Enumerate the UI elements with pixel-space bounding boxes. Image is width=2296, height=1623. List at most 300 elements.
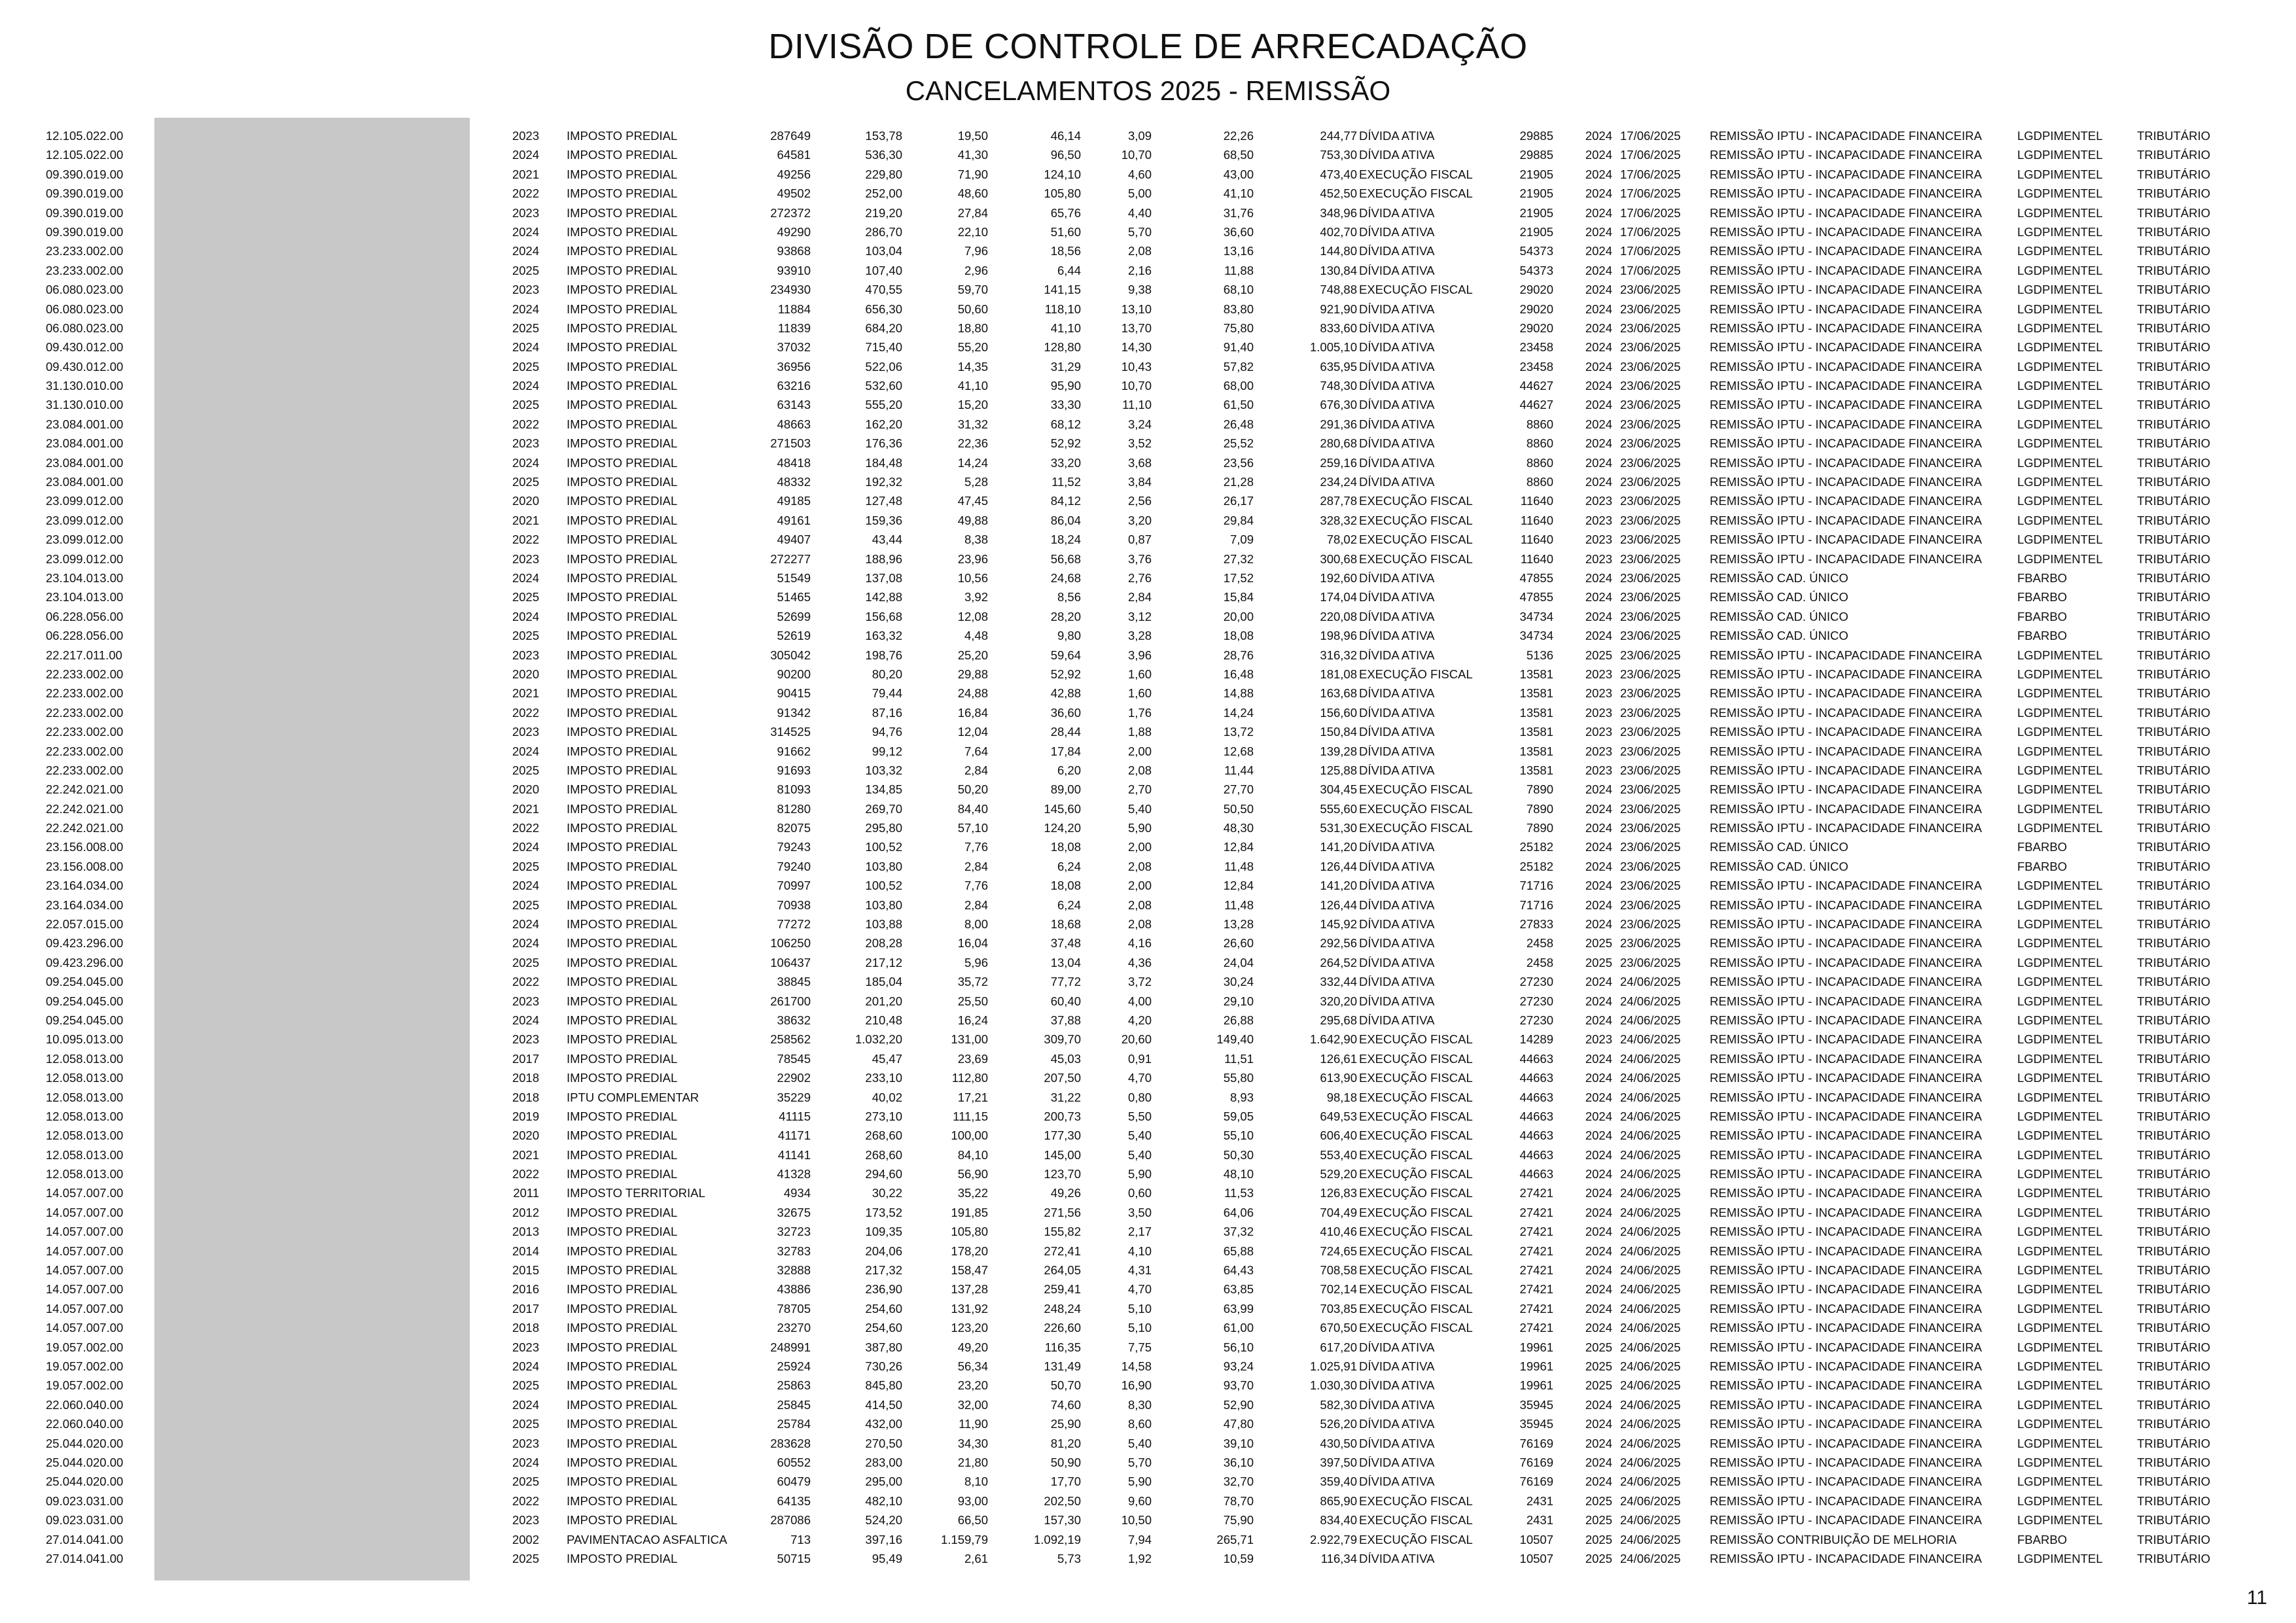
multa-cell: 24,68 — [1050, 570, 1081, 585]
valor-cell: 100,52 — [865, 840, 902, 854]
motivo-cell: REMISSÃO IPTU - INCAPACIDADE FINANCEIRA — [1710, 1513, 1982, 1527]
table-row — [0, 1145, 2296, 1164]
lancamento-cell: 35229 — [777, 1090, 811, 1104]
usuario-cell: LGDPIMENTEL — [2017, 763, 2103, 777]
data-cell: 24/06/2025 — [1620, 1071, 1681, 1085]
situacao-cell: DÍVIDA ATIVA — [1359, 629, 1435, 643]
setor-cell: TRIBUTÁRIO — [2137, 1225, 2211, 1239]
honorarios-cell: 39,10 — [1223, 1436, 1254, 1450]
multa-cell: 86,04 — [1050, 513, 1081, 527]
honorarios-cell: 29,10 — [1223, 994, 1254, 1008]
honorarios-cell: 8,93 — [1229, 1090, 1254, 1104]
processo-cell: 76169 — [1519, 1455, 1553, 1469]
honorarios-cell: 11,53 — [1224, 1186, 1254, 1200]
usuario-cell: LGDPIMENTEL — [2017, 224, 2103, 239]
motivo-cell: REMISSÃO IPTU - INCAPACIDADE FINANCEIRA — [1710, 321, 1982, 335]
usuario-cell: LGDPIMENTEL — [2017, 1301, 2103, 1316]
exercicio-cell: 2020 — [512, 782, 539, 797]
motivo-cell: REMISSÃO IPTU - INCAPACIDADE FINANCEIRA — [1710, 244, 1982, 258]
table-row — [0, 876, 2296, 895]
exercicio-cell: 2023 — [512, 1436, 539, 1450]
situacao-cell: DÍVIDA ATIVA — [1359, 840, 1435, 854]
table-row — [0, 1280, 2296, 1299]
ano-processo-cell: 2024 — [1585, 994, 1612, 1008]
honorarios-cell: 17,52 — [1223, 570, 1254, 585]
setor-cell: TRIBUTÁRIO — [2137, 1359, 2211, 1373]
lancamento-cell: 287086 — [770, 1513, 811, 1527]
exercicio-cell: 2023 — [512, 1032, 539, 1047]
processo-cell: 11640 — [1520, 551, 1553, 566]
motivo-cell: REMISSÃO IPTU - INCAPACIDADE FINANCEIRA — [1710, 167, 1982, 181]
ano-processo-cell: 2023 — [1585, 763, 1612, 777]
data-cell: 23/06/2025 — [1620, 379, 1681, 393]
exercicio-cell: 2022 — [512, 1167, 539, 1181]
situacao-cell: DÍVIDA ATIVA — [1359, 859, 1435, 873]
multa-cell: 177,30 — [1044, 1128, 1081, 1143]
processo-cell: 10507 — [1519, 1551, 1553, 1565]
correcao-cell: 0,60 — [1127, 1186, 1152, 1200]
valor-cell: 414,50 — [865, 1397, 902, 1412]
processo-cell: 27421 — [1519, 1205, 1553, 1219]
ano-processo-cell: 2025 — [1585, 1513, 1612, 1527]
honorarios-cell: 50,50 — [1223, 801, 1254, 816]
exercicio-cell: 2025 — [512, 359, 539, 374]
data-cell: 23/06/2025 — [1620, 917, 1681, 932]
lancamento-cell: 261700 — [770, 994, 811, 1008]
inscricao-cell: 23.099.012.00 — [46, 513, 124, 527]
usuario-cell: LGDPIMENTEL — [2017, 744, 2103, 758]
correcao-cell: 4,40 — [1127, 205, 1152, 220]
total-cell: 264,52 — [1320, 955, 1357, 969]
multa-cell: 56,68 — [1050, 551, 1081, 566]
correcao-cell: 1,60 — [1127, 686, 1152, 701]
valor-cell: 184,48 — [865, 455, 902, 470]
usuario-cell: LGDPIMENTEL — [2017, 648, 2103, 662]
setor-cell: TRIBUTÁRIO — [2137, 686, 2211, 701]
exercicio-cell: 2017 — [512, 1301, 539, 1316]
table-row — [0, 587, 2296, 606]
ano-processo-cell: 2024 — [1585, 1109, 1612, 1123]
total-cell: 2.922,79 — [1309, 1532, 1357, 1546]
lancamento-cell: 248991 — [770, 1340, 811, 1354]
exercicio-cell: 2021 — [512, 801, 539, 816]
ano-processo-cell: 2024 — [1585, 1263, 1612, 1278]
honorarios-cell: 14,24 — [1223, 705, 1254, 720]
motivo-cell: REMISSÃO IPTU - INCAPACIDADE FINANCEIRA — [1710, 763, 1982, 777]
total-cell: 174,04 — [1320, 590, 1357, 604]
processo-cell: 2431 — [1526, 1513, 1553, 1527]
valor-cell: 715,40 — [865, 340, 902, 355]
lancamento-cell: 90415 — [777, 686, 811, 701]
processo-cell: 44627 — [1519, 398, 1553, 412]
situacao-cell: EXECUÇÃO FISCAL — [1359, 1282, 1473, 1297]
ano-processo-cell: 2024 — [1585, 898, 1612, 912]
total-cell: 1.030,30 — [1309, 1378, 1357, 1393]
processo-cell: 13581 — [1519, 705, 1553, 720]
setor-cell: TRIBUTÁRIO — [2137, 859, 2211, 873]
inscricao-cell: 27.014.041.00 — [46, 1551, 124, 1565]
usuario-cell: LGDPIMENTEL — [2017, 1340, 2103, 1354]
juros-cell: 5,28 — [964, 475, 988, 489]
motivo-cell: REMISSÃO IPTU - INCAPACIDADE FINANCEIRA — [1710, 513, 1982, 527]
situacao-cell: EXECUÇÃO FISCAL — [1359, 186, 1473, 201]
total-cell: 156,60 — [1320, 705, 1357, 720]
correcao-cell: 2,08 — [1127, 898, 1152, 912]
tributo-cell: IMPOSTO TERRITORIAL — [567, 1186, 705, 1200]
usuario-cell: LGDPIMENTEL — [2017, 244, 2103, 258]
situacao-cell: EXECUÇÃO FISCAL — [1359, 551, 1473, 566]
setor-cell: TRIBUTÁRIO — [2137, 359, 2211, 374]
motivo-cell: REMISSÃO IPTU - INCAPACIDADE FINANCEIRA — [1710, 475, 1982, 489]
valor-cell: 80,20 — [872, 667, 902, 681]
total-cell: 220,08 — [1320, 609, 1357, 623]
juros-cell: 191,85 — [951, 1205, 988, 1219]
data-cell: 23/06/2025 — [1620, 398, 1681, 412]
multa-cell: 37,48 — [1050, 936, 1081, 951]
situacao-cell: DÍVIDA ATIVA — [1359, 205, 1435, 220]
usuario-cell: LGDPIMENTEL — [2017, 1051, 2103, 1066]
usuario-cell: FBARBO — [2017, 609, 2068, 623]
exercicio-cell: 2020 — [512, 1128, 539, 1143]
situacao-cell: EXECUÇÃO FISCAL — [1359, 1532, 1473, 1546]
tributo-cell: IMPOSTO PREDIAL — [567, 340, 678, 355]
multa-cell: 271,56 — [1044, 1205, 1081, 1219]
total-cell: 649,53 — [1320, 1109, 1357, 1123]
setor-cell: TRIBUTÁRIO — [2137, 994, 2211, 1008]
tributo-cell: IMPOSTO PREDIAL — [567, 321, 678, 335]
multa-cell: 50,70 — [1050, 1378, 1081, 1393]
ano-processo-cell: 2024 — [1585, 1090, 1612, 1104]
motivo-cell: REMISSÃO CAD. ÚNICO — [1710, 840, 1848, 854]
lancamento-cell: 93868 — [777, 244, 811, 258]
data-cell: 24/06/2025 — [1620, 1013, 1681, 1027]
inscricao-cell: 22.233.002.00 — [46, 705, 124, 720]
exercicio-cell: 2024 — [512, 224, 539, 239]
table-row — [0, 1338, 2296, 1357]
total-cell: 753,30 — [1320, 148, 1357, 162]
valor-cell: 204,06 — [865, 1244, 902, 1258]
lancamento-cell: 271503 — [770, 436, 811, 451]
motivo-cell: REMISSÃO IPTU - INCAPACIDADE FINANCEIRA — [1710, 1301, 1982, 1316]
multa-cell: 18,08 — [1050, 840, 1081, 854]
juros-cell: 178,20 — [951, 1244, 988, 1258]
data-cell: 17/06/2025 — [1620, 167, 1681, 181]
ano-processo-cell: 2024 — [1585, 1128, 1612, 1143]
inscricao-cell: 31.130.010.00 — [46, 398, 124, 412]
data-cell: 24/06/2025 — [1620, 1532, 1681, 1546]
ano-processo-cell: 2024 — [1585, 1417, 1612, 1431]
usuario-cell: LGDPIMENTEL — [2017, 436, 2103, 451]
ano-processo-cell: 2025 — [1585, 1551, 1612, 1565]
valor-cell: 432,00 — [865, 1417, 902, 1431]
usuario-cell: LGDPIMENTEL — [2017, 1032, 2103, 1047]
correcao-cell: 2,16 — [1127, 263, 1152, 277]
lancamento-cell: 25924 — [777, 1359, 811, 1373]
data-cell: 24/06/2025 — [1620, 1205, 1681, 1219]
total-cell: 410,46 — [1320, 1225, 1357, 1239]
lancamento-cell: 23270 — [777, 1321, 811, 1335]
exercicio-cell: 2024 — [512, 1013, 539, 1027]
valor-cell: 176,36 — [865, 436, 902, 451]
ano-processo-cell: 2024 — [1585, 244, 1612, 258]
situacao-cell: EXECUÇÃO FISCAL — [1359, 513, 1473, 527]
setor-cell: TRIBUTÁRIO — [2137, 1455, 2211, 1469]
setor-cell: TRIBUTÁRIO — [2137, 840, 2211, 854]
table-row — [0, 491, 2296, 510]
ano-processo-cell: 2023 — [1585, 667, 1612, 681]
situacao-cell: DÍVIDA ATIVA — [1359, 398, 1435, 412]
situacao-cell: EXECUÇÃO FISCAL — [1359, 1128, 1473, 1143]
juros-cell: 12,08 — [957, 609, 988, 623]
valor-cell: 107,40 — [865, 263, 902, 277]
inscricao-cell: 19.057.002.00 — [46, 1340, 124, 1354]
honorarios-cell: 48,10 — [1223, 1167, 1254, 1181]
correcao-cell: 3,84 — [1127, 475, 1152, 489]
honorarios-cell: 31,76 — [1223, 205, 1254, 220]
honorarios-cell: 48,30 — [1223, 821, 1254, 835]
usuario-cell: LGDPIMENTEL — [2017, 1436, 2103, 1450]
page-number: 11 — [2246, 1587, 2267, 1609]
motivo-cell: REMISSÃO IPTU - INCAPACIDADE FINANCEIRA — [1710, 821, 1982, 835]
processo-cell: 19961 — [1519, 1378, 1553, 1393]
honorarios-cell: 64,43 — [1223, 1263, 1254, 1278]
processo-cell: 7890 — [1526, 821, 1553, 835]
multa-cell: 131,49 — [1044, 1359, 1081, 1373]
usuario-cell: LGDPIMENTEL — [2017, 1359, 2103, 1373]
multa-cell: 52,92 — [1050, 667, 1081, 681]
motivo-cell: REMISSÃO IPTU - INCAPACIDADE FINANCEIRA — [1710, 1109, 1982, 1123]
motivo-cell: REMISSÃO IPTU - INCAPACIDADE FINANCEIRA — [1710, 1225, 1982, 1239]
setor-cell: TRIBUTÁRIO — [2137, 379, 2211, 393]
setor-cell: TRIBUTÁRIO — [2137, 570, 2211, 585]
valor-cell: 156,68 — [865, 609, 902, 623]
inscricao-cell: 12.058.013.00 — [46, 1109, 124, 1123]
valor-cell: 210,48 — [865, 1013, 902, 1027]
situacao-cell: DÍVIDA ATIVA — [1359, 744, 1435, 758]
total-cell: 181,08 — [1320, 667, 1357, 681]
situacao-cell: DÍVIDA ATIVA — [1359, 994, 1435, 1008]
setor-cell: TRIBUTÁRIO — [2137, 340, 2211, 355]
tributo-cell: IMPOSTO PREDIAL — [567, 1244, 678, 1258]
lancamento-cell: 82075 — [777, 821, 811, 835]
correcao-cell: 3,28 — [1127, 629, 1152, 643]
ano-processo-cell: 2023 — [1585, 513, 1612, 527]
exercicio-cell: 2020 — [512, 494, 539, 508]
honorarios-cell: 7,09 — [1229, 532, 1254, 547]
total-cell: 144,80 — [1320, 244, 1357, 258]
total-cell: 141,20 — [1320, 879, 1357, 893]
total-cell: 150,84 — [1320, 725, 1357, 739]
correcao-cell: 5,40 — [1127, 1436, 1152, 1450]
usuario-cell: LGDPIMENTEL — [2017, 551, 2103, 566]
total-cell: 833,60 — [1320, 321, 1357, 335]
lancamento-cell: 51465 — [777, 590, 811, 604]
data-cell: 24/06/2025 — [1620, 994, 1681, 1008]
lancamento-cell: 106250 — [770, 936, 811, 951]
tributo-cell: IMPOSTO PREDIAL — [567, 609, 678, 623]
ano-processo-cell: 2025 — [1585, 1340, 1612, 1354]
situacao-cell: DÍVIDA ATIVA — [1359, 609, 1435, 623]
exercicio-cell: 2025 — [512, 898, 539, 912]
motivo-cell: REMISSÃO IPTU - INCAPACIDADE FINANCEIRA — [1710, 1378, 1982, 1393]
data-cell: 24/06/2025 — [1620, 1244, 1681, 1258]
inscricao-cell: 06.080.023.00 — [46, 283, 124, 297]
table-row — [0, 915, 2296, 934]
table-row — [0, 1299, 2296, 1318]
data-cell: 23/06/2025 — [1620, 801, 1681, 816]
table-row — [0, 203, 2296, 222]
juros-cell: 11,90 — [959, 1417, 988, 1431]
total-cell: 192,60 — [1320, 570, 1357, 585]
data-cell: 24/06/2025 — [1620, 1378, 1681, 1393]
correcao-cell: 9,38 — [1127, 283, 1152, 297]
processo-cell: 19961 — [1519, 1359, 1553, 1373]
tributo-cell: IMPOSTO PREDIAL — [567, 1128, 678, 1143]
total-cell: 98,18 — [1326, 1090, 1357, 1104]
total-cell: 531,30 — [1320, 821, 1357, 835]
total-cell: 834,40 — [1320, 1513, 1357, 1527]
processo-cell: 29020 — [1519, 302, 1553, 316]
multa-cell: 51,60 — [1050, 224, 1081, 239]
total-cell: 708,58 — [1320, 1263, 1357, 1278]
ano-processo-cell: 2024 — [1585, 917, 1612, 932]
setor-cell: TRIBUTÁRIO — [2137, 1013, 2211, 1027]
ano-processo-cell: 2024 — [1585, 1321, 1612, 1335]
table-row — [0, 1376, 2296, 1395]
ano-processo-cell: 2024 — [1585, 1475, 1612, 1489]
honorarios-cell: 83,80 — [1223, 302, 1254, 316]
table-row — [0, 665, 2296, 684]
valor-cell: 163,32 — [865, 629, 902, 643]
correcao-cell: 5,90 — [1127, 821, 1152, 835]
exercicio-cell: 2024 — [512, 302, 539, 316]
correcao-cell: 5,70 — [1127, 1455, 1152, 1469]
setor-cell: TRIBUTÁRIO — [2137, 1436, 2211, 1450]
lancamento-cell: 49185 — [777, 494, 811, 508]
table-row — [0, 222, 2296, 241]
processo-cell: 8860 — [1526, 455, 1553, 470]
inscricao-cell: 12.058.013.00 — [46, 1128, 124, 1143]
processo-cell: 44663 — [1519, 1109, 1553, 1123]
valor-cell: 79,44 — [872, 686, 902, 701]
honorarios-cell: 68,50 — [1223, 148, 1254, 162]
processo-cell: 27421 — [1519, 1225, 1553, 1239]
table-row — [0, 184, 2296, 203]
usuario-cell: LGDPIMENTEL — [2017, 167, 2103, 181]
usuario-cell: LGDPIMENTEL — [2017, 359, 2103, 374]
motivo-cell: REMISSÃO IPTU - INCAPACIDADE FINANCEIRA — [1710, 302, 1982, 316]
total-cell: 397,50 — [1320, 1455, 1357, 1469]
juros-cell: 35,22 — [957, 1186, 988, 1200]
ano-processo-cell: 2024 — [1585, 840, 1612, 854]
ano-processo-cell: 2024 — [1585, 975, 1612, 989]
inscricao-cell: 12.058.013.00 — [46, 1090, 124, 1104]
inscricao-cell: 22.057.015.00 — [46, 917, 124, 932]
tributo-cell: IMPOSTO PREDIAL — [567, 590, 678, 604]
ano-processo-cell: 2024 — [1585, 1244, 1612, 1258]
juros-cell: 5,96 — [964, 955, 988, 969]
ano-processo-cell: 2025 — [1585, 648, 1612, 662]
tributo-cell: IMPOSTO PREDIAL — [567, 859, 678, 873]
correcao-cell: 3,96 — [1127, 648, 1152, 662]
setor-cell: TRIBUTÁRIO — [2137, 725, 2211, 739]
usuario-cell: LGDPIMENTEL — [2017, 975, 2103, 989]
total-cell: 1.025,91 — [1309, 1359, 1357, 1373]
juros-cell: 22,10 — [957, 224, 988, 239]
exercicio-cell: 2025 — [512, 763, 539, 777]
setor-cell: TRIBUTÁRIO — [2137, 898, 2211, 912]
exercicio-cell: 2020 — [512, 667, 539, 681]
inscricao-cell: 22.242.021.00 — [46, 821, 124, 835]
data-cell: 23/06/2025 — [1620, 302, 1681, 316]
situacao-cell: DÍVIDA ATIVA — [1359, 648, 1435, 662]
tributo-cell: IMPOSTO PREDIAL — [567, 725, 678, 739]
correcao-cell: 1,60 — [1127, 667, 1152, 681]
honorarios-cell: 30,24 — [1223, 975, 1254, 989]
honorarios-cell: 14,88 — [1223, 686, 1254, 701]
motivo-cell: REMISSÃO IPTU - INCAPACIDADE FINANCEIRA — [1710, 994, 1982, 1008]
exercicio-cell: 2025 — [512, 955, 539, 969]
exercicio-cell: 2018 — [512, 1321, 539, 1335]
motivo-cell: REMISSÃO IPTU - INCAPACIDADE FINANCEIRA — [1710, 148, 1982, 162]
inscricao-cell: 09.390.019.00 — [46, 224, 124, 239]
total-cell: 126,83 — [1320, 1186, 1357, 1200]
processo-cell: 10507 — [1519, 1532, 1553, 1546]
processo-cell: 11640 — [1520, 532, 1553, 547]
valor-cell: 173,52 — [865, 1205, 902, 1219]
lancamento-cell: 37032 — [777, 340, 811, 355]
setor-cell: TRIBUTÁRIO — [2137, 1378, 2211, 1393]
juros-cell: 131,92 — [951, 1301, 988, 1316]
ano-processo-cell: 2024 — [1585, 224, 1612, 239]
data-cell: 24/06/2025 — [1620, 1551, 1681, 1565]
honorarios-cell: 57,82 — [1223, 359, 1254, 374]
data-cell: 23/06/2025 — [1620, 494, 1681, 508]
table-row — [0, 319, 2296, 338]
total-cell: 287,78 — [1320, 494, 1357, 508]
correcao-cell: 4,00 — [1127, 994, 1152, 1008]
multa-cell: 46,14 — [1050, 129, 1081, 143]
table-row — [0, 530, 2296, 549]
lancamento-cell: 272277 — [770, 551, 811, 566]
table-row — [0, 261, 2296, 280]
tributo-cell: IMPOSTO PREDIAL — [567, 1359, 678, 1373]
exercicio-cell: 2025 — [512, 1417, 539, 1431]
exercicio-cell: 2015 — [512, 1263, 539, 1278]
data-cell: 23/06/2025 — [1620, 955, 1681, 969]
valor-cell: 99,12 — [872, 744, 902, 758]
valor-cell: 103,32 — [865, 763, 902, 777]
inscricao-cell: 09.023.031.00 — [46, 1513, 124, 1527]
data-cell: 17/06/2025 — [1620, 224, 1681, 239]
processo-cell: 34734 — [1519, 629, 1553, 643]
juros-cell: 55,20 — [957, 340, 988, 355]
lancamento-cell: 60479 — [777, 1475, 811, 1489]
valor-cell: 294,60 — [865, 1167, 902, 1181]
usuario-cell: LGDPIMENTEL — [2017, 1244, 2103, 1258]
tributo-cell: IMPOSTO PREDIAL — [567, 782, 678, 797]
honorarios-cell: 63,99 — [1223, 1301, 1254, 1316]
multa-cell: 123,70 — [1044, 1167, 1081, 1181]
usuario-cell: LGDPIMENTEL — [2017, 340, 2103, 355]
setor-cell: TRIBUTÁRIO — [2137, 1205, 2211, 1219]
usuario-cell: LGDPIMENTEL — [2017, 1417, 2103, 1431]
juros-cell: 84,40 — [957, 801, 988, 816]
setor-cell: TRIBUTÁRIO — [2137, 244, 2211, 258]
data-cell: 24/06/2025 — [1620, 1225, 1681, 1239]
juros-cell: 25,50 — [957, 994, 988, 1008]
data-cell: 23/06/2025 — [1620, 340, 1681, 355]
